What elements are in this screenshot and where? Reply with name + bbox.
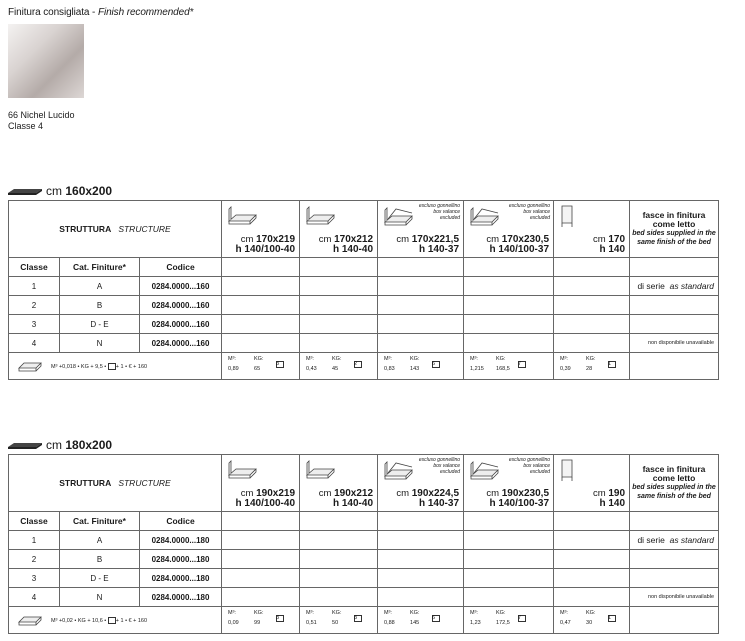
row-classe: 2 [9, 550, 60, 569]
pack-m3: 1,23 [470, 620, 481, 626]
pack-m3: 0,83 [384, 366, 395, 372]
pack-kg: 28 [586, 366, 593, 372]
pack-cell: M³: 0,83 KG: 143 6 [378, 353, 464, 380]
pack-cell: M³: 0,88 KG: 145 6 [378, 607, 464, 634]
finish-title [8, 7, 193, 18]
section-heading [46, 184, 112, 198]
model-2 [300, 201, 378, 258]
pack-kg: 50 [332, 620, 339, 626]
empty-cell [222, 531, 300, 550]
pack-kg-label: KG: [332, 356, 342, 362]
empty-cell [378, 258, 464, 277]
row-code: 0284.0000...180 [140, 569, 222, 588]
row-code: 0284.0000...180 [140, 588, 222, 607]
empty-cell [630, 315, 719, 334]
pack-cell: M³: 0,89 KG: 65 3 [222, 353, 300, 380]
row-code: 0284.0000...180 [140, 531, 222, 550]
row-cat: N [60, 334, 140, 353]
empty-cell [378, 569, 464, 588]
pack-kg: 99 [254, 620, 261, 626]
empty-cell [222, 315, 300, 334]
empty-cell [464, 588, 554, 607]
model-cm: cm [486, 234, 500, 245]
empty-cell [554, 334, 630, 353]
bed-model-1-icon [226, 457, 258, 483]
empty-cell [222, 296, 300, 315]
model-4 [464, 201, 554, 258]
table-row [9, 569, 719, 588]
pack-m3-label: M³: [470, 610, 478, 616]
section-heading [46, 438, 112, 452]
model-4 [464, 455, 554, 512]
empty-cell [300, 277, 378, 296]
empty-cell [464, 315, 554, 334]
row-unavailable: non disponibile unavailable [630, 334, 719, 353]
empty-cell [378, 531, 464, 550]
empty-cell [630, 258, 719, 277]
row-classe: 1 [9, 277, 60, 296]
table-row [9, 550, 719, 569]
swatch-label [8, 110, 75, 132]
empty-cell [630, 512, 719, 531]
empty-cell [464, 258, 554, 277]
empty-cell [222, 334, 300, 353]
pack-m3-label: M³: [228, 610, 236, 616]
pack-cell: M³: 0,47 KG: 30 1 [554, 607, 630, 634]
finish-label-it: Finitura consigliata [8, 7, 90, 18]
model-2 [300, 455, 378, 512]
bed-model-5-icon [558, 203, 590, 229]
finish-swatch [8, 24, 84, 98]
model-1 [222, 201, 300, 258]
pack-m3: 0,47 [560, 620, 571, 626]
empty-cell [554, 296, 630, 315]
pack-kg: 145 [410, 620, 420, 626]
model-h: h 140-37 [418, 244, 460, 255]
col-cat: Cat. Finiture* [60, 512, 140, 531]
row-note: di serie as standard [630, 531, 719, 550]
col-classe: Classe [9, 512, 60, 531]
pack-kg-label: KG: [254, 356, 264, 362]
empty-cell [464, 531, 554, 550]
structure-header: STRUTTURA STRUCTURE [9, 201, 222, 258]
pack-m3: 0,09 [228, 620, 239, 626]
pack-m3-label: M³: [384, 356, 392, 362]
model-dim: 190x230,5 [501, 488, 550, 499]
summary-text: M³ +0,02 • KG + 10,6 • + 1 • € + 160 [51, 617, 148, 624]
box-icon [108, 363, 116, 370]
row-classe: 4 [9, 588, 60, 607]
empty-cell [464, 334, 554, 353]
empty-cell [554, 531, 630, 550]
pack-cell: M³: 1,23 KG: 172,5 7 [464, 607, 554, 634]
swatch-class: Classe 4 [8, 121, 44, 131]
model-h: h 140/100-37 [489, 498, 550, 509]
empty-cell [464, 277, 554, 296]
pack-m3-label: M³: [306, 610, 314, 616]
bed-model-3-icon [382, 457, 414, 483]
empty-cell [222, 550, 300, 569]
pack-kg-label: KG: [496, 356, 506, 362]
table-row [9, 334, 719, 353]
model-dim: 190x224,5 [411, 488, 460, 499]
model-dim: 170x212 [334, 234, 374, 245]
pack-kg-label: KG: [586, 356, 596, 362]
empty-cell [630, 550, 719, 569]
model-3 [378, 201, 464, 258]
model-dim: 170x230,5 [501, 234, 550, 245]
model-dim: 170x219 [256, 234, 296, 245]
model-h: h 140-40 [332, 498, 374, 509]
empty-cell [554, 512, 630, 531]
empty-cell [222, 569, 300, 588]
size-bed-icon [8, 188, 42, 196]
model-h: h 140/100-40 [235, 498, 296, 509]
model-h: h 140-40 [332, 244, 374, 255]
model-dim: 170 [608, 234, 626, 245]
pack-kg-label: KG: [332, 610, 342, 616]
bed-sides-icon [17, 612, 43, 628]
table-row [9, 531, 719, 550]
pack-m3: 1,215 [470, 366, 484, 372]
row-classe: 1 [9, 531, 60, 550]
model-cm: cm [593, 234, 606, 245]
empty-cell [300, 334, 378, 353]
row-classe: 3 [9, 569, 60, 588]
pack-kg-label: KG: [586, 610, 596, 616]
model-h: h 140/100-37 [489, 244, 550, 255]
pack-kg-label: KG: [254, 610, 264, 616]
empty-cell [554, 277, 630, 296]
fasce-header: fasce in finitura come letto bed sides supplied in the same finish of the bed [630, 455, 719, 512]
empty-cell [554, 315, 630, 334]
pack-kg: 172,5 [496, 620, 510, 626]
row-cat: A [60, 277, 140, 296]
excluded-note: escluso gonnellino box valance excluded [418, 203, 461, 221]
structure-header: STRUTTURA STRUCTURE [9, 455, 222, 512]
pack-m3: 0,88 [384, 620, 395, 626]
row-classe: 3 [9, 315, 60, 334]
empty-cell [300, 258, 378, 277]
pack-kg: 168,5 [496, 366, 510, 372]
section-size: 160x200 [65, 184, 113, 198]
col-cat: Cat. Finiture* [60, 258, 140, 277]
model-5 [554, 201, 630, 258]
bed-model-1-icon [226, 203, 258, 229]
row-cat: D - E [60, 315, 140, 334]
bed-model-2-icon [304, 203, 336, 229]
empty-cell [378, 588, 464, 607]
empty-cell [630, 607, 719, 634]
row-code: 0284.0000...160 [140, 315, 222, 334]
row-cat: N [60, 588, 140, 607]
empty-cell [222, 258, 300, 277]
empty-cell [630, 569, 719, 588]
pack-kg: 30 [586, 620, 593, 626]
model-cm: cm [593, 488, 606, 499]
summary-cell [9, 607, 222, 634]
finish-star: * [189, 7, 194, 18]
row-classe: 2 [9, 296, 60, 315]
empty-cell [222, 512, 300, 531]
row-cat: A [60, 531, 140, 550]
row-code: 0284.0000...180 [140, 550, 222, 569]
empty-cell [464, 512, 554, 531]
empty-cell [300, 550, 378, 569]
size-table [8, 200, 719, 380]
empty-cell [464, 569, 554, 588]
model-cm: cm [240, 234, 254, 245]
pack-cell: M³: 0,51 KG: 50 3 [300, 607, 378, 634]
table-row [9, 588, 719, 607]
bed-model-3-icon [382, 203, 414, 229]
empty-cell [554, 550, 630, 569]
bed-model-5-icon [558, 457, 590, 483]
bed-model-2-icon [304, 457, 336, 483]
model-dim: 190 [608, 488, 626, 499]
empty-cell [630, 353, 719, 380]
model-5 [554, 455, 630, 512]
pack-m3: 0,39 [560, 366, 571, 372]
size-table [8, 454, 719, 634]
row-code: 0284.0000...160 [140, 296, 222, 315]
empty-cell [300, 588, 378, 607]
pack-m3-label: M³: [306, 356, 314, 362]
pack-m3-label: M³: [560, 610, 568, 616]
row-code: 0284.0000...160 [140, 334, 222, 353]
empty-cell [300, 512, 378, 531]
empty-cell [378, 512, 464, 531]
row-cat: D - E [60, 569, 140, 588]
model-h: h 140 [599, 498, 626, 509]
row-unavailable: non disponibile unavailable [630, 588, 719, 607]
pack-kg-label: KG: [496, 610, 506, 616]
pack-m3: 0,51 [306, 620, 317, 626]
bed-model-4-icon [468, 203, 500, 229]
model-dim: 190x219 [256, 488, 296, 499]
col-classe: Classe [9, 258, 60, 277]
empty-cell [300, 569, 378, 588]
empty-cell [300, 296, 378, 315]
col-codice: Codice [140, 258, 222, 277]
model-1 [222, 455, 300, 512]
model-cm: cm [318, 234, 332, 245]
empty-cell [464, 550, 554, 569]
fasce-header: fasce in finitura come letto bed sides supplied in the same finish of the bed [630, 201, 719, 258]
pack-cell: M³: 1,215 KG: 168,5 7 [464, 353, 554, 380]
empty-cell [378, 334, 464, 353]
row-note: di serie as standard [630, 277, 719, 296]
pack-m3: 0,89 [228, 366, 239, 372]
pack-cell: M³: 0,39 KG: 28 1 [554, 353, 630, 380]
excluded-note: escluso gonnellino box valance excluded [508, 203, 551, 221]
pack-cell: M³: 0,43 KG: 45 2 [300, 353, 378, 380]
model-cm: cm [396, 234, 410, 245]
model-3 [378, 455, 464, 512]
section-cm: cm [46, 184, 62, 198]
empty-cell [222, 277, 300, 296]
pack-m3: 0,43 [306, 366, 317, 372]
empty-cell [378, 550, 464, 569]
model-h: h 140 [599, 244, 626, 255]
row-cat: B [60, 550, 140, 569]
summary-text: M³ +0,018 • KG + 9,5 • + 1 • € + 160 [51, 363, 148, 370]
model-cm: cm [486, 488, 500, 499]
empty-cell [300, 531, 378, 550]
pack-m3-label: M³: [560, 356, 568, 362]
empty-cell [222, 588, 300, 607]
col-codice: Codice [140, 512, 222, 531]
empty-cell [554, 588, 630, 607]
model-cm: cm [396, 488, 410, 499]
empty-cell [554, 258, 630, 277]
section-cm: cm [46, 438, 62, 452]
excluded-note: escluso gonnellino box valance excluded [418, 457, 461, 475]
finish-label-en: Finish recommended [97, 7, 190, 18]
row-classe: 4 [9, 334, 60, 353]
pack-m3-label: M³: [384, 610, 392, 616]
finish-sep: - [89, 7, 98, 18]
model-h: h 140-37 [418, 498, 460, 509]
row-cat: B [60, 296, 140, 315]
empty-cell [378, 296, 464, 315]
bed-model-4-icon [468, 457, 500, 483]
pack-kg-label: KG: [410, 610, 420, 616]
empty-cell [378, 315, 464, 334]
table-row [9, 296, 719, 315]
pack-kg-label: KG: [410, 356, 420, 362]
size-bed-icon [8, 442, 42, 450]
pack-kg: 65 [254, 366, 261, 372]
empty-cell [630, 296, 719, 315]
bed-sides-icon [17, 358, 43, 374]
row-code: 0284.0000...160 [140, 277, 222, 296]
model-dim: 170x221,5 [411, 234, 460, 245]
pack-m3-label: M³: [228, 356, 236, 362]
model-cm: cm [318, 488, 332, 499]
empty-cell [300, 315, 378, 334]
pack-m3-label: M³: [470, 356, 478, 362]
pack-cell: M³: 0,09 KG: 99 3 [222, 607, 300, 634]
section-size: 180x200 [65, 438, 113, 452]
table-row [9, 277, 719, 296]
pack-kg: 143 [410, 366, 420, 372]
swatch-name: 66 Nichel Lucido [8, 110, 75, 120]
summary-cell [9, 353, 222, 380]
empty-cell [464, 296, 554, 315]
table-row [9, 315, 719, 334]
empty-cell [554, 569, 630, 588]
model-h: h 140/100-40 [235, 244, 296, 255]
pack-kg: 45 [332, 366, 339, 372]
model-dim: 190x212 [334, 488, 374, 499]
model-cm: cm [240, 488, 254, 499]
box-icon [108, 617, 116, 624]
excluded-note: escluso gonnellino box valance excluded [508, 457, 551, 475]
empty-cell [378, 277, 464, 296]
